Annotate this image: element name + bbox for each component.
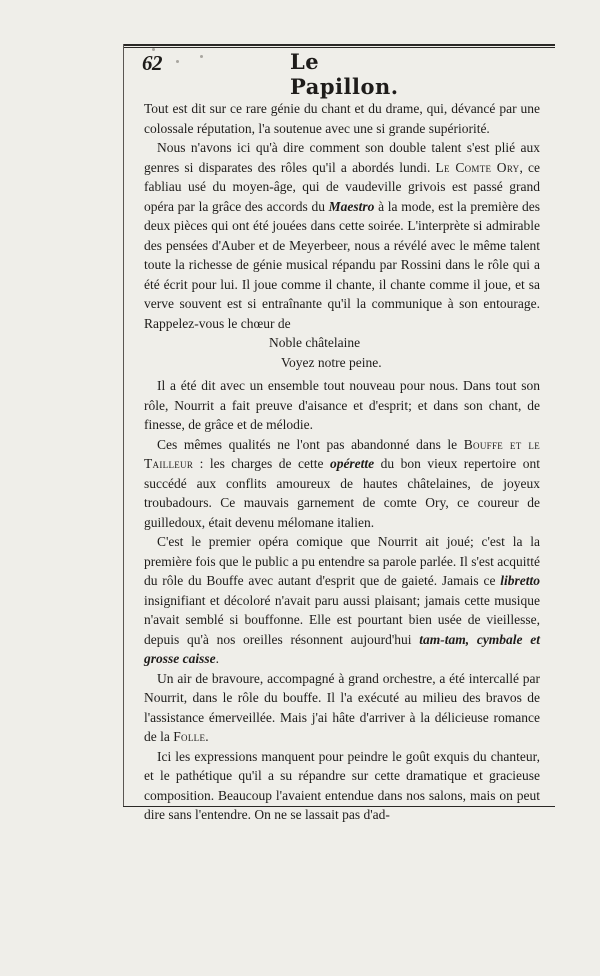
left-margin-rule — [123, 44, 124, 807]
page-number: 62 — [142, 51, 162, 75]
paragraph-2: Nous n'avons ici qu'à dire comment son double talent s'est plié aux genres si disparates des rôles qu'il a abordés lundi. Le Comte Ory, ce fabliau usé du moyen-âge, qui de vaudeville grivois est passé grand opéra par la grâce des accords du Maestro à la mode, est la première des deux pièces qui ont été jouées dans cette soirée. L'interprète si admirable des pensées d'Auber et de Meyerbeer, nous a révélé avec le même talent toute la richesse de génie musical répandu par Rossini dans le rôle qui a été écrit pour lui. Il joue comme il chante, il chante comme il joue, et sa verve souvent est si entraînante qu'il la communique à son entourage. Rappelez-vous le chœur de — [144, 140, 541, 331]
header-rule-thin — [123, 47, 555, 48]
paragraph-7: Ici les expressions manquent pour peindre le goût exquis du chanteur, et le pathétique qu'il a su répandre sur cette dramatique et gracieuse composition. Beaucoup l'avaient entendue dans nos salons, mais on peut dire sans l'entendre. On ne se lassait pas d'ad- — [144, 748, 540, 822]
ink-smudge — [176, 60, 179, 63]
header-rule-thick — [123, 44, 555, 46]
verse-line-2: Voyez notre peine. — [281, 354, 382, 370]
title-bouffe-et-tailleur: Bouffe et le Tailleur — [144, 436, 540, 471]
word-maestro: Maestro — [328, 198, 375, 214]
phrase-tam-tam: tam-tam, cymbale et grosse caisse — [144, 631, 540, 666]
title-le-comte-ory: Le Comte Ory — [435, 159, 520, 175]
paragraph-3: Il a été dit avec un ensemble tout nouveau pour nous. Dans tout son rôle, Nourrit a fait preuve d'aisance et d'esprit; et dans son chant, de finesse, de grâce et de mélodie. — [144, 378, 540, 432]
paragraph-4: Ces mêmes qualités ne l'ont pas abandonné dans le Bouffe et le Tailleur : les charges de cette opérette du bon vieux repertoire ont succédé aux conflits amoureux de hautes châtelaines, de joyeux troubadours. Ce mauvais garnement de comte Ory, ce coureur de guilledoux, était devenu mélomane italien. — [144, 436, 540, 530]
paragraph-1: Tout est dit sur ce rare génie du chant et du drame, qui, dévancé par une colossale réputation, l'a soutenue avec une si grande supériorité. — [144, 101, 540, 136]
word-libretto: libretto — [500, 573, 540, 588]
ink-smudge — [200, 55, 203, 58]
verse-line-1: Noble châtelaine — [269, 335, 361, 350]
paragraph-5: C'est le premier opéra comique que Nourrit ait joué; c'est la la première fois que le public a pu entendre sa parole parlée. Il s'est acquitté du rôle du Bouffe avec autant d'esprit que de gaieté. Jamais ce libretto insignifiant et décoloré n'avait paru aussi plaisant; jamais cette musique n'avait semblé si bouffonne. Elle est pourtant bien usée de vieillesse, depuis qu'à nos oreilles résonnent aujourd'hui tam-tam, cymbale et grosse caisse. — [144, 534, 541, 666]
article-body — [144, 99, 540, 825]
ink-smudge — [152, 48, 155, 51]
title-la-folle: Folle — [173, 729, 206, 744]
paragraph-6: Un air de bravoure, accompagné à grand orchestre, a été intercallé par Nourrit, dans le rôle du bouffe. Il l'a exécuté au milieu des bravos de l'assistance émerveillée. Mais j'ai hâte d'arriver à la délicieuse romance de la Folle. — [144, 670, 540, 744]
running-title: Le Papillon. — [290, 49, 399, 99]
word-operette: opérette — [329, 456, 375, 471]
